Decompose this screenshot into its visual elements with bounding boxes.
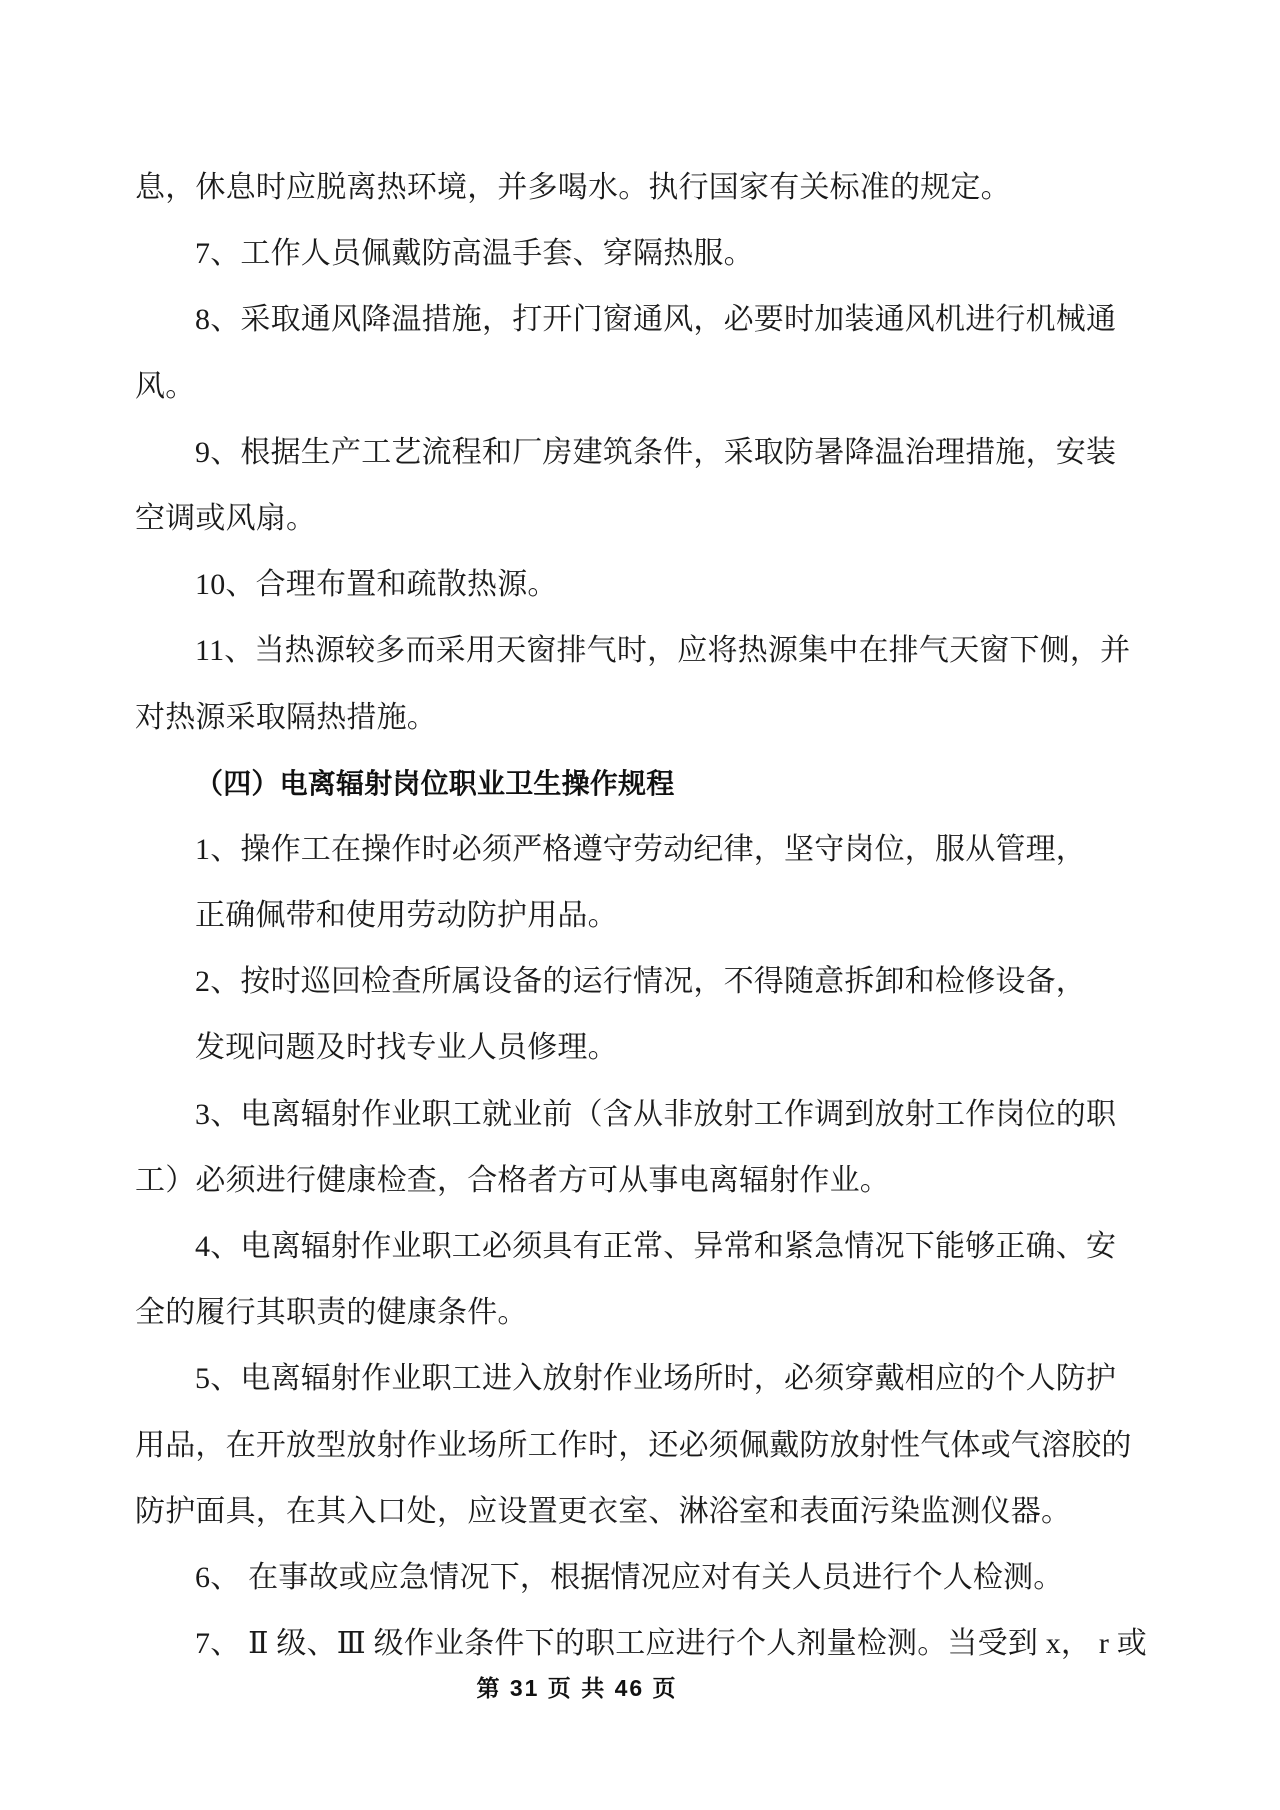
- text-line: 发现问题及时找专业人员修理。: [195, 1031, 618, 1065]
- text-line: 全的履行其职责的健康条件。: [135, 1296, 528, 1330]
- page-number: 第 31 页 共 46 页: [476, 1675, 678, 1701]
- list-item: 5、电离辐射作业职工进入放射作业场所时，必须穿戴相应的个人防护: [195, 1362, 1117, 1396]
- text-line: 用品，在开放型放射作业场所工作时，还必须佩戴防放射性气体或气溶胶的: [135, 1428, 1132, 1462]
- text-line: 防护面具，在其入口处，应设置更衣室、淋浴室和表面污染监测仪器。: [135, 1494, 1072, 1528]
- text-line: 风。: [135, 369, 196, 403]
- list-item: 9、根据生产工艺流程和厂房建筑条件，采取防暑降温治理措施，安装: [195, 435, 1117, 469]
- text-line: 空调或风扇。: [135, 501, 317, 535]
- text-line: 息，休息时应脱离热环境，并多喝水。执行国家有关标准的规定。: [135, 171, 1011, 204]
- list-item: 6、 在事故或应急情况下，根据情况应对有关人员进行个人检测。: [195, 1560, 1064, 1594]
- list-item: 7、工作人员佩戴防高温手套、穿隔热服。: [195, 237, 754, 271]
- text-line: 工）必须进行健康检查，合格者方可从事电离辐射作业。: [135, 1163, 890, 1197]
- list-item: 4、电离辐射作业职工必须具有正常、异常和紧急情况下能够正确、安: [195, 1230, 1117, 1263]
- page-footer: [0, 1668, 1154, 1708]
- list-item: 1、操作工在操作时必须严格遵守劳动纪律，坚守岗位，服从管理，: [195, 832, 1086, 866]
- list-item: 3、电离辐射作业职工就业前（含从非放射工作调到放射工作岗位的职: [195, 1097, 1117, 1131]
- list-item: 11、当热源较多而采用天窗排气时，应将热源集中在排气天窗下侧，并: [195, 634, 1131, 668]
- document-body: [135, 155, 1165, 1677]
- section-heading: （四）电离辐射岗位职业卫生操作规程: [195, 767, 675, 799]
- text-line: 对热源采取隔热措施。: [135, 700, 437, 734]
- list-item: 2、按时巡回检查所属设备的运行情况，不得随意拆卸和检修设备，: [195, 965, 1086, 999]
- list-item: 10、合理布置和疏散热源。: [195, 568, 558, 602]
- list-item: 8、采取通风降温措施，打开门窗通风，必要时加装通风机进行机械通: [195, 303, 1117, 337]
- list-item: 7、 Ⅱ 级、Ⅲ 级作业条件下的职工应进行个人剂量检测。当受到 x， r 或: [195, 1627, 1147, 1661]
- text-line: 正确佩带和使用劳动防护用品。: [195, 899, 618, 933]
